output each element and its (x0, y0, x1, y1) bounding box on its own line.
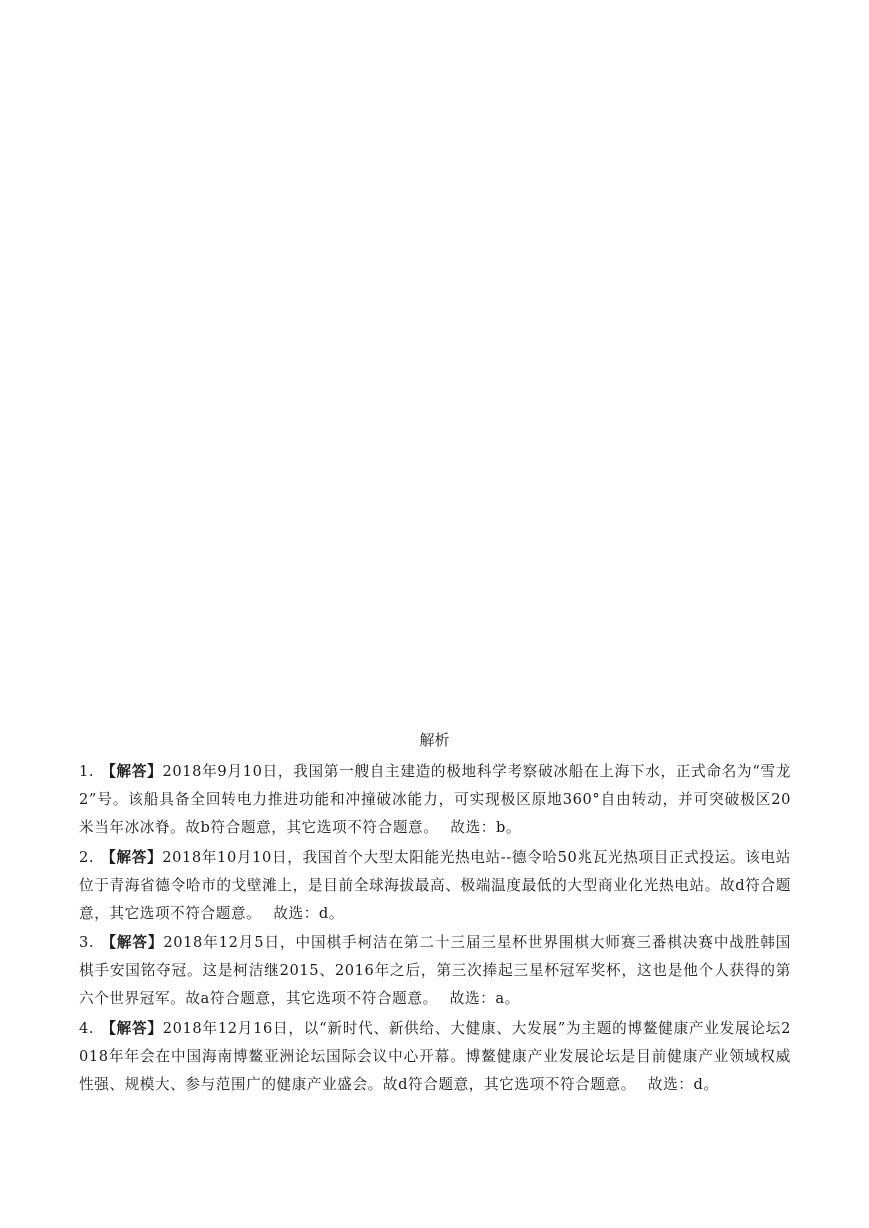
answer-number: 3. (79, 934, 95, 951)
answer-item-3 (79, 929, 791, 1013)
answer-body: 2018年9月10日，我国第一艘自主建造的极地科学考察破冰船在上海下水，正式命名为“雪龙2”号。该船具备全回转电力推进功能和冲撞破冰能力，可实现极区原地360°自由转动，并可突破极区20米当年冰冰脊。故b符合题意，其它选项不符合题意。 (79, 763, 791, 836)
answer-item-1 (79, 758, 791, 842)
answer-tag: 【解答】 (101, 1019, 163, 1037)
answer-list (79, 758, 791, 1100)
answer-body: 2018年10月10日，我国首个大型太阳能光热电站--德令哈50兆瓦光热项目正式投运。该电站位于青海省德令哈市的戈壁滩上，是目前全球海拔最高、极端温度最低的大型商业化光热电站。故d符合题意，其它选项不符合题意。 (79, 848, 791, 922)
answer-item-4 (79, 1015, 791, 1099)
answer-number: 2. (79, 848, 95, 866)
answer-tag: 【解答】 (101, 848, 163, 866)
answer-item-2 (79, 844, 791, 928)
answer-number: 4. (79, 1019, 95, 1037)
answer-tag: 【解答】 (101, 934, 164, 951)
answer-number: 1. (79, 763, 95, 780)
answer-conclusion: 故选：d。 (647, 1075, 719, 1093)
answer-conclusion: 故选：a。 (449, 990, 520, 1007)
section-title: 解析 (419, 731, 450, 749)
answer-tag: 【解答】 (101, 763, 163, 780)
answer-conclusion: 故选：b。 (450, 819, 522, 836)
answer-body: 2018年12月16日，以“新时代、新供给、大健康、大发展”为主题的博鳌健康产业发展论坛2018年年会在中国海南博鳌亚洲论坛国际会议中心开幕。博鳌健康产业发展论坛是目前健康产业领域权威性强、规模大、参与范围广的健康产业盛会。故d符合题意，其它选项不符合题意。 (79, 1019, 791, 1093)
answer-conclusion: 故选：d。 (273, 904, 345, 922)
answer-body: 2018年12月5日，中国棋手柯洁在第二十三届三星杯世界围棋大师赛三番棋决赛中战胜韩国棋手安国铭夺冠。这是柯洁继2015、2016年之后，第三次捧起三星杯冠军奖杯，这也是他个人获得的第六个世界冠军。故a符合题意，其它选项不符合题意。 (79, 934, 791, 1007)
